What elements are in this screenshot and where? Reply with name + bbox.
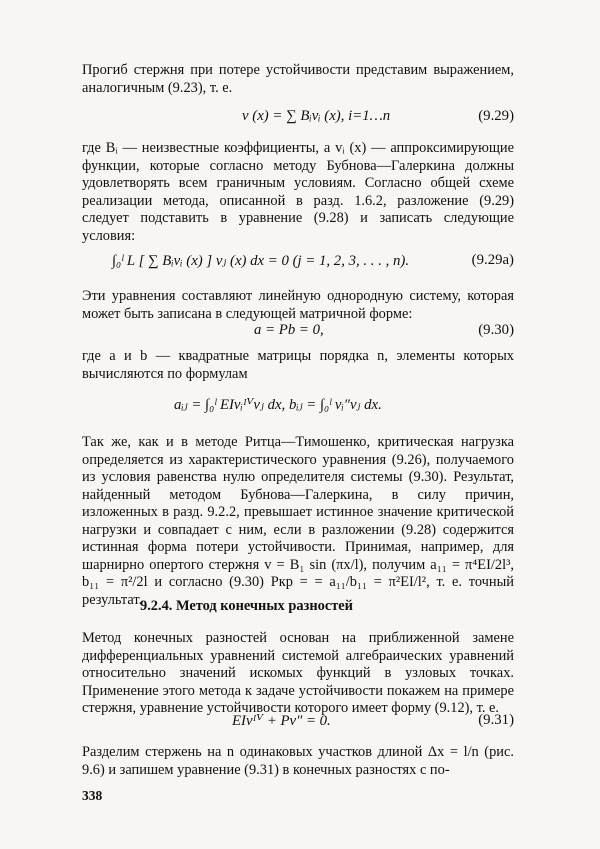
section-heading: 9.2.4. Метод конечных разностей xyxy=(140,598,353,614)
equation-9-30 xyxy=(82,322,514,346)
equation-matrix-elements-formula: aᵢⱼ = ∫₀ˡ EIvᵢᴵⱽvⱼ dx, bᵢⱼ = ∫₀ˡ vᵢ″vⱼ dx. xyxy=(174,397,382,413)
paragraph-matrices: где a и b — квадратные матрицы порядка n, элементы которых вычисляются по формулам xyxy=(82,348,514,382)
equation-9-29-formula: v (x) = ∑ Bᵢvᵢ (x), i=1…n xyxy=(242,108,391,124)
equation-9-29a-formula: ∫₀ˡ L [ ∑ Bᵢvᵢ (x) ] vⱼ (x) dx = 0 (j = 1, 2, 3, . . . , n). xyxy=(112,253,410,269)
intro-paragraph: Прогиб стержня при потере устойчивости представим выражением, аналогичным (9.23), т. е. xyxy=(82,62,514,96)
page-number: 338 xyxy=(82,788,103,803)
paragraph-linear-system: Эти уравнения составляют линейную однородную систему, которая может быть записана в следующей матричной форме: xyxy=(82,288,514,322)
equation-9-29 xyxy=(82,108,514,132)
paragraph-final: Разделим стержень на n одинаковых участков длиной Δx = l/n (рис. 9.6) и запишем уравнение (9.31) в конечных разностях с по- xyxy=(82,744,514,778)
equation-9-31-formula: EIvᴵⱽ + Pv″ = 0. xyxy=(232,713,331,729)
equation-9-31 xyxy=(82,712,514,736)
paragraph-coefficients: где Bᵢ — неизвестные коэффициенты, а vᵢ (x) — аппроксимирующие функции, которые согласно методу Бубнова—Галеркина должны удовлетворять всем граничным условиям. Согласно общей схеме реализации метода, описанной в разд. 1.6.2, разложение (9.29) следует подставить в уравнение (9.28) и записать следующие условия: xyxy=(82,140,514,244)
equation-9-29a xyxy=(82,252,514,276)
paragraph-ritz-result: Так же, как и в методе Ритца—Тимошенко, критическая нагрузка определяется из характеристического уравнения (9.26), получаемого из условия равенства нулю определителя системы (9.30). Результат, найденный методом Бубнова—Галеркина, в силу причин, изложенных в разд. 9.2.2, превышает истинное значение критической нагрузки и совпадает с ним, если в разложении (9.28) содержится истинная форма потери устойчивости. Принимая, например, для шарнирно опертого стержня v = B₁ sin (πx/l), получим a₁₁ = π⁴EI/2l³, b₁₁ = π²/2l и согласно (9.30) Pкр = = a₁₁/b₁₁ = π²EI/l², т. е. точный результат. xyxy=(82,434,514,608)
equation-9-29-number: (9.29) xyxy=(478,108,514,124)
equation-9-30-formula: a = Pb = 0, xyxy=(254,322,324,338)
equation-9-31-number: (9.31) xyxy=(478,712,514,728)
equation-9-30-number: (9.30) xyxy=(478,322,514,338)
paragraph-finite-differences: Метод конечных разностей основан на приближенной замене дифференциальных уравнений системой алгебраических уравнений относительно значений искомых функций в узловых точках. Применение этого метода к задаче устойчивости покажем на примере стержня, уравнение устойчивости которого имеет форму (9.12), т. е. xyxy=(82,630,514,716)
equation-9-29a-number: (9.29a) xyxy=(471,252,514,268)
equation-matrix-elements xyxy=(82,396,514,420)
